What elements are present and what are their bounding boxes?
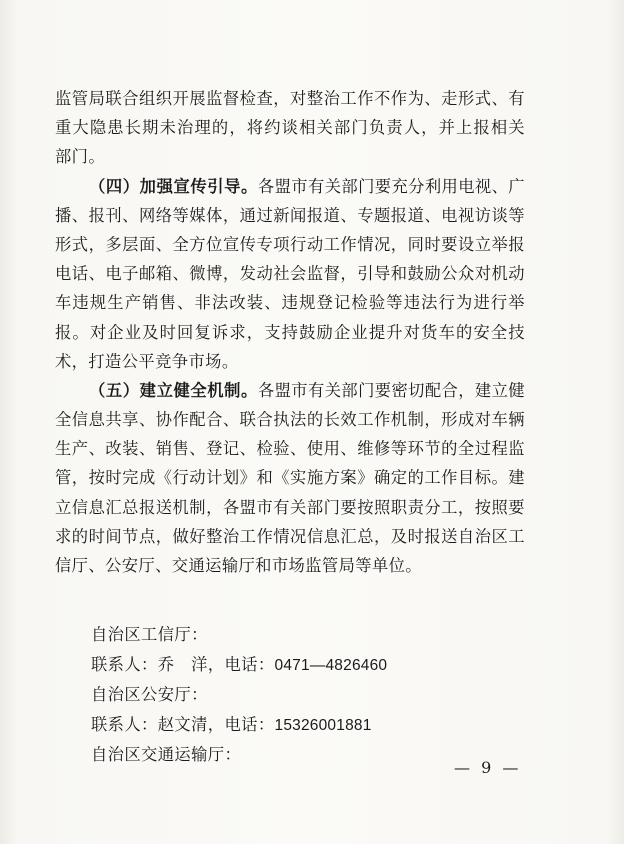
paragraph-2-line-2: 播、报刊、网络等媒体，通过新闻报道、专题报道、电视访谈等 bbox=[55, 205, 525, 225]
paragraph-1-line-1: 监管局联合组织开展监督检查，对整治工作不作为、走形式、有 bbox=[55, 89, 525, 108]
contact-list bbox=[91, 620, 511, 770]
contact-org-2: 自治区公安厅： bbox=[91, 685, 208, 704]
paragraph-3-line-6: 求的时间节点，做好整治工作情况信息汇总，及时报送自治区工 bbox=[55, 526, 525, 546]
paragraph-3-line-2: 全信息共享、协作配合、联合执法的长效工作机制，形成对车辆 bbox=[55, 410, 525, 430]
contact-phone-1: 0471—4826460 bbox=[274, 657, 388, 674]
contact-person-2-label: 联系人：赵文清，电话： bbox=[91, 715, 275, 734]
paragraph-2-line-6: 报。对企业及时回复诉求，支持鼓励企业提升对货车的安全技 bbox=[55, 322, 525, 342]
contact-org-1: 自治区工信厅： bbox=[91, 625, 208, 644]
contact-org-3: 自治区交通运输厅： bbox=[91, 745, 242, 764]
paragraph-1-line-2: 重大隐患长期未治理的，将约谈相关部门负责人，并上报相关 bbox=[55, 118, 525, 138]
page-number: — 9 — bbox=[454, 758, 522, 777]
paragraph-3-line-1-text: 各盟市有关部门要密切配合，建立健 bbox=[257, 380, 525, 400]
contact-person-2 bbox=[91, 710, 511, 740]
contact-person-1 bbox=[91, 650, 511, 680]
paragraph-3-line-1 bbox=[55, 376, 525, 405]
paragraph-1-line-3: 部门。 bbox=[55, 147, 106, 167]
paragraph-2-line-5: 车违规生产销售、非法改装、违规登记检验等违法行为进行举 bbox=[55, 293, 525, 313]
contact-person-1-label: 联系人：乔 洋，电话： bbox=[91, 655, 275, 674]
section-heading-5: （五）建立健全机制。 bbox=[89, 380, 258, 400]
paragraph-2-line-1 bbox=[55, 172, 525, 201]
paragraph-2-line-4: 电话、电子邮箱、微博，发动社会监督，引导和鼓励公众对机动 bbox=[55, 264, 525, 284]
contact-phone-2: 15326001881 bbox=[274, 717, 372, 734]
paragraph-3-line-7: 信厅、公安厅、交通运输厅和市场监管局等单位。 bbox=[55, 556, 422, 575]
paragraph-2-line-1-text: 各盟市有关部门要充分利用电视、广 bbox=[257, 176, 525, 196]
paragraph-3-line-5: 立信息汇总报送机制，各盟市有关部门要按照职责分工，按照要 bbox=[55, 497, 525, 517]
paragraph-2-line-7: 术，打造公平竞争市场。 bbox=[55, 351, 239, 371]
paragraph-3-line-3: 生产、改装、销售、登记、检验、使用、维修等环节的全过程监 bbox=[55, 439, 525, 459]
section-heading-4: （四）加强宣传引导。 bbox=[89, 176, 258, 196]
paragraph-3-line-4: 管，按时完成《行动计划》和《实施方案》确定的工作目标。建 bbox=[55, 468, 525, 488]
paragraph-2-line-3: 形式，多层面、全方位宣传专项行动工作情况，同时要设立举报 bbox=[55, 234, 525, 254]
body-text bbox=[55, 84, 525, 580]
